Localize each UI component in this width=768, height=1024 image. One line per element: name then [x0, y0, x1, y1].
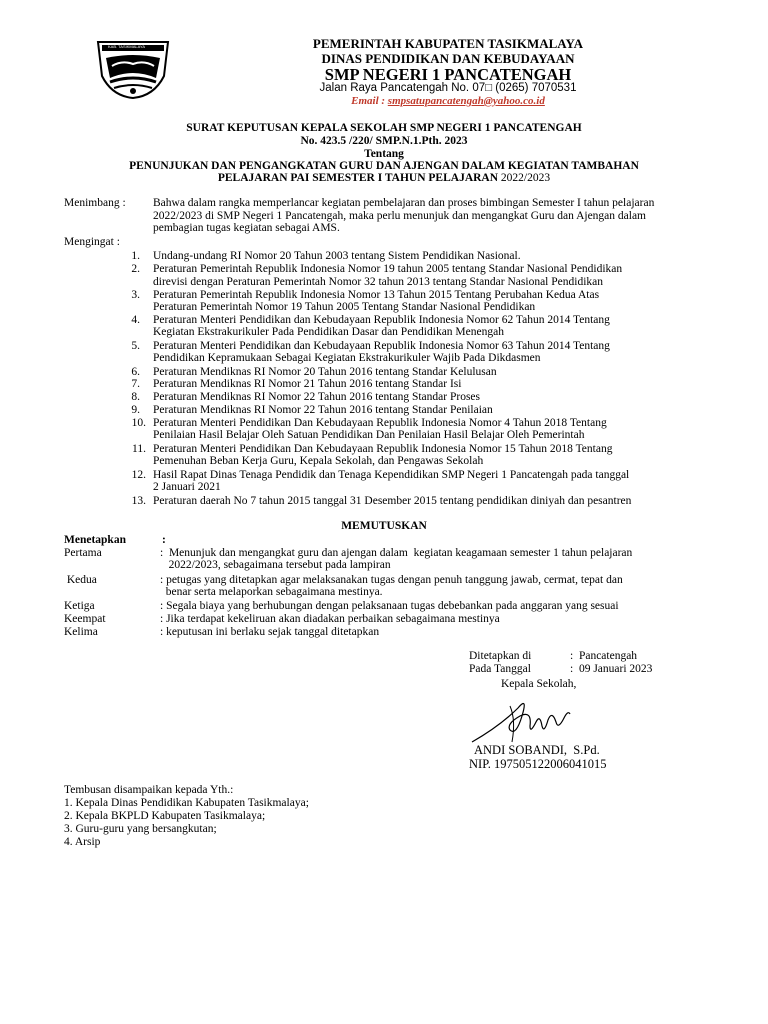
decree-number: No. 423.5 /220/ SMP.N.1.Pth. 2023 — [300, 135, 468, 147]
tembusan-title: Tembusan disampaikan kepada Yth.: — [64, 784, 234, 796]
email-label: Email : — [351, 95, 388, 107]
signer-position: Kepala Sekolah, — [501, 678, 577, 690]
decision-line: : Segala biaya yang berhubungan dengan pelaksanaan tugas debebankan pada anggaran yang sesuai — [160, 600, 619, 612]
item-line: Pendidikan Kepramukaan Sebagai Kegiatan Ekstrakurikuler Wajib Pada Dikdasmen — [153, 352, 541, 364]
kop-email-line — [96, 95, 768, 107]
kop-school: SMP NEGERI 1 PANCATENGAH — [324, 65, 572, 84]
mengingat-label: Mengingat : — [64, 236, 120, 248]
decree-subject-line1: PENUNJUKAN DAN PENGANGKATAN GURU DAN AJENGAN DALAM KEGIATAN TAMBAHAN — [129, 160, 639, 172]
item-line: Peraturan Pemerintah Republik Indonesia Nomor 19 tahun 2005 tentang Standar Nasional Pendidikan — [153, 263, 623, 275]
item-number: 13. — [131, 495, 146, 507]
decision-label: Pertama — [64, 547, 102, 559]
item-line: 2 Januari 2021 — [153, 481, 221, 493]
item-line: Kegiatan Ekstrakurikuler Pada Pendidikan Dasar dan Pendidikan Menengah — [153, 326, 504, 338]
item-number: 11. — [132, 443, 146, 455]
item-line: Peraturan daerah No 7 tahun 2015 tanggal 31 Desember 2015 tentang pendidikan diniyah dan pesantren — [153, 495, 632, 507]
item-line: Peraturan Menteri Pendidikan Dan Kebudayaan Republik Indonesia Nomor 15 Tahun 2018 Tentang — [153, 443, 613, 455]
decision-line: : Menunjuk dan mengangkat guru dan ajengan dalam kegiatan keagamaan semester 1 tahun pelajaran — [160, 547, 633, 559]
item-line: Peraturan Menteri Pendidikan dan Kebudayaan Republik Indonesia Nomor 63 Tahun 2014 Tentang — [153, 340, 610, 352]
decision-label: Kelima — [64, 626, 98, 638]
item-line: Peraturan Pemerintah Nomor 19 Tahun 2005 Tentang Standar Nasional Pendidikan — [153, 301, 536, 313]
item-line: direvisi dengan Peraturan Pemerintah Nomor 32 tahun 2013 tentang Standar Nasional Pendidikan — [153, 276, 603, 288]
signer-name: ANDI SOBANDI, S.Pd. — [474, 743, 600, 757]
kop-government: PEMERINTAH KABUPATEN TASIKMALAYA — [312, 36, 584, 51]
item-number: 3. — [131, 289, 140, 301]
tembusan-item: 2. Kepala BKPLD Kabupaten Tasikmalaya; — [64, 810, 266, 822]
decree-title: SURAT KEPUTUSAN KEPALA SEKOLAH SMP NEGERI 1 PANCATENGAH — [186, 122, 582, 134]
item-number: 5. — [131, 340, 140, 352]
decree-tentang: Tentang — [364, 148, 404, 160]
item-line: Undang-undang RI Nomor 20 Tahun 2003 tentang Sistem Pendidikan Nasional. — [153, 250, 521, 262]
kop-department: DINAS PENDIDIKAN DAN KEBUDAYAAN — [321, 51, 575, 66]
item-line: Peraturan Mendiknas RI Nomor 20 Tahun 2016 tentang Standar Kelulusan — [153, 366, 497, 378]
menimbang-line: 2022/2023 di SMP Negeri 1 Pancatengah, maka perlu menunjuk dan mengangkat Guru dan Ajengan dalam — [153, 210, 647, 222]
signer-nip: NIP. 197505122006041015 — [469, 757, 607, 771]
decision-line: benar serta melaporkan sebagaimana mestinya. — [160, 586, 383, 598]
item-line: Penilaian Hasil Belajar Oleh Satuan Pendidikan Dan Penilaian Hasil Belajar Oleh Pemerintah — [153, 429, 585, 441]
item-number: 9. — [131, 404, 140, 416]
item-number: 10. — [131, 417, 146, 429]
decision-label: Keempat — [64, 613, 106, 625]
item-number: 7. — [131, 378, 140, 390]
item-line: Peraturan Menteri Pendidikan dan Kebudayaan Republik Indonesia Nomor 62 Tahun 2014 Tentang — [153, 314, 610, 326]
decision-line: : petugas yang ditetapkan agar melaksanakan tugas dengan penuh tanggung jawab, cermat, tepat dan — [160, 574, 623, 586]
decision-line: : Jika terdapat kekeliruan akan diadakan perbaikan sebagaimana mestinya — [160, 613, 500, 625]
item-line: Peraturan Mendiknas RI Nomor 22 Tahun 2016 tentang Standar Proses — [153, 391, 480, 403]
decree-subject-line2 — [0, 172, 768, 184]
item-number: 12. — [131, 469, 146, 481]
menimbang-label: Menimbang : — [64, 197, 126, 209]
memutuskan-heading: MEMUTUSKAN — [341, 520, 427, 532]
menimbang-line: pembagian tugas kegiatan sebagai AMS. — [153, 222, 340, 234]
item-number: 8. — [131, 391, 140, 403]
menimbang-line: Bahwa dalam rangka memperlancar kegiatan pembelajaran dan proses bimbingan Semester I tahun pelajaran — [153, 197, 655, 209]
item-number: 2. — [131, 263, 140, 275]
tanggal-label: Pada Tanggal — [469, 663, 531, 675]
item-line: Pemenuhan Beban Kerja Guru, Kepala Sekolah, dan Pengawas Sekolah — [153, 455, 484, 467]
item-number: 1. — [131, 250, 140, 262]
item-number: 4. — [131, 314, 140, 326]
item-number: 6. — [131, 366, 140, 378]
tanggal-value: : 09 Januari 2023 — [570, 663, 653, 675]
item-line: Peraturan Mendiknas RI Nomor 22 Tahun 2016 tentang Standar Penilaian — [153, 404, 493, 416]
item-line: Peraturan Mendiknas RI Nomor 21 Tahun 2016 tentang Standar Isi — [153, 378, 462, 390]
item-line: Peraturan Pemerintah Republik Indonesia Nomor 13 Tahun 2015 Tentang Perubahan Kedua Atas — [153, 289, 600, 301]
decision-line: 2022/2023, sebagaimana tersebut pada lampiran — [160, 559, 391, 571]
item-line: Peraturan Menteri Pendidikan Dan Kebudayaan Republik Indonesia Nomor 4 Tahun 2018 Tentang — [153, 417, 607, 429]
tembusan-item: 4. Arsip — [64, 836, 101, 848]
subject-year: 2022/2023 — [500, 172, 551, 184]
tembusan-item: 1. Kepala Dinas Pendidikan Kabupaten Tasikmalaya; — [64, 797, 309, 809]
menetapkan-colon: : — [162, 534, 166, 546]
decision-label: Kedua — [64, 574, 97, 586]
decision-label: Ketiga — [64, 600, 95, 612]
menetapkan-label: Menetapkan — [64, 534, 126, 546]
item-line: Hasil Rapat Dinas Tenaga Pendidik dan Tenaga Kependidikan SMP Negeri 1 Pancatengah pada tanggal — [153, 469, 630, 481]
email-link[interactable]: smpsatupancatengah@yahoo.co.id — [387, 95, 545, 107]
ditetapkan-label: Ditetapkan di — [469, 650, 532, 662]
ditetapkan-value: : Pancatengah — [570, 650, 638, 662]
kop-address: Jalan Raya Pancatengah No. 07□ (0265) 7070531 — [319, 82, 577, 94]
subject-text: PELAJARAN PAI SEMESTER I TAHUN PELAJARAN — [217, 172, 499, 184]
decision-line: : keputusan ini berlaku sejak tanggal ditetapkan — [160, 626, 380, 638]
logo-text: KAB. TASIKMALAYA — [108, 44, 146, 49]
tembusan-item: 3. Guru-guru yang bersangkutan; — [64, 823, 217, 835]
handwritten-signature — [470, 686, 580, 748]
